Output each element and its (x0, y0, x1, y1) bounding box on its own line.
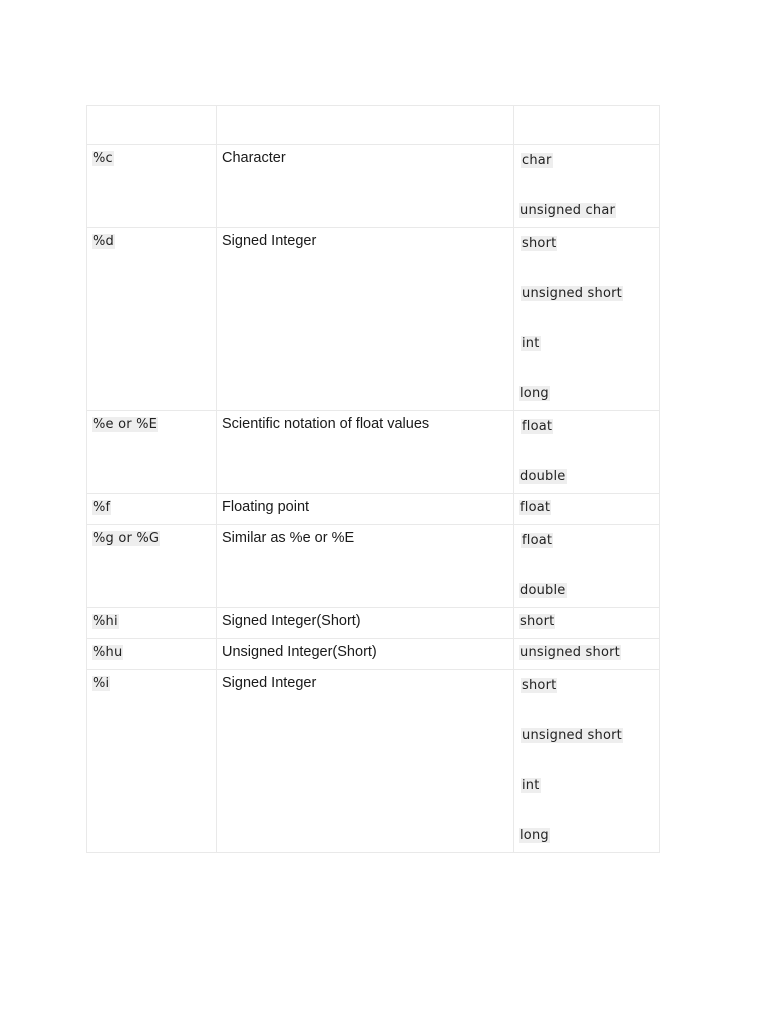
specifier-code: %hu (93, 645, 123, 660)
type-code: short (520, 614, 555, 629)
type-list (519, 674, 655, 848)
type-list (519, 612, 655, 634)
type-item (519, 498, 655, 520)
description-cell (217, 228, 514, 411)
type-code: long (520, 828, 549, 843)
type-item (519, 384, 655, 406)
description-text: Floating point (222, 499, 310, 515)
type-cell (514, 608, 660, 639)
type-item (519, 151, 655, 201)
specifier-code: %g or %G (93, 531, 160, 546)
description-text: Unsigned Integer(Short) (222, 644, 377, 660)
table-row (87, 608, 660, 639)
type-item (519, 826, 655, 848)
specifier-cell (87, 525, 217, 608)
type-list (519, 498, 655, 520)
header-cell-types (514, 106, 660, 145)
table-header-row (87, 106, 660, 145)
type-code: double (520, 469, 566, 484)
type-cell (514, 494, 660, 525)
type-code: unsigned short (522, 728, 622, 743)
type-code: float (522, 533, 553, 548)
specifier-cell (87, 608, 217, 639)
type-code: long (520, 386, 549, 401)
description-cell (217, 411, 514, 494)
description-text: Signed Integer (222, 233, 317, 249)
type-cell (514, 670, 660, 853)
specifier-code: %f (93, 500, 111, 515)
type-code: unsigned short (522, 286, 622, 301)
type-code: float (522, 419, 553, 434)
description-text: Signed Integer(Short) (222, 613, 361, 629)
type-list (519, 643, 655, 665)
table-row (87, 411, 660, 494)
specifier-code: %i (93, 676, 110, 691)
header-cell-description (217, 106, 514, 145)
table-row (87, 228, 660, 411)
specifier-code: %hi (93, 614, 118, 629)
type-cell (514, 228, 660, 411)
type-code: short (522, 678, 557, 693)
specifier-cell (87, 670, 217, 853)
type-cell (514, 145, 660, 228)
type-item (519, 284, 655, 334)
table-body (87, 106, 660, 853)
specifier-cell (87, 639, 217, 670)
type-cell (514, 639, 660, 670)
specifier-cell (87, 411, 217, 494)
type-cell (514, 411, 660, 494)
type-item (519, 643, 655, 665)
type-item (519, 334, 655, 384)
description-text: Scientific notation of float values (222, 416, 430, 432)
type-item (519, 234, 655, 284)
table-row (87, 525, 660, 608)
type-item (519, 201, 655, 223)
type-item (519, 726, 655, 776)
type-item (519, 467, 655, 489)
description-text: Signed Integer (222, 675, 317, 691)
specifier-code: %d (93, 234, 115, 249)
description-cell (217, 670, 514, 853)
type-item (519, 676, 655, 726)
type-item (519, 531, 655, 581)
description-text: Similar as %e or %E (222, 530, 355, 546)
format-specifier-table (86, 105, 660, 853)
table-row (87, 670, 660, 853)
type-code: char (522, 153, 552, 168)
type-code: unsigned short (520, 645, 620, 660)
header-cell-specifier (87, 106, 217, 145)
description-cell (217, 145, 514, 228)
specifier-code: %c (93, 151, 113, 166)
type-code: int (522, 336, 540, 351)
description-cell (217, 494, 514, 525)
description-cell (217, 525, 514, 608)
type-code: float (520, 500, 551, 515)
type-item (519, 581, 655, 603)
type-code: unsigned char (520, 203, 616, 218)
type-code: double (520, 583, 566, 598)
type-cell (514, 525, 660, 608)
type-item (519, 612, 655, 634)
table-row (87, 639, 660, 670)
description-cell (217, 639, 514, 670)
table-row (87, 145, 660, 228)
type-code: int (522, 778, 540, 793)
description-cell (217, 608, 514, 639)
type-list (519, 529, 655, 603)
type-list (519, 415, 655, 489)
type-item (519, 417, 655, 467)
type-code: short (522, 236, 557, 251)
description-text: Character (222, 150, 286, 166)
table-row (87, 494, 660, 525)
specifier-code: %e or %E (93, 417, 158, 432)
type-item (519, 776, 655, 826)
specifier-cell (87, 145, 217, 228)
specifier-cell (87, 494, 217, 525)
type-list (519, 149, 655, 223)
specifier-cell (87, 228, 217, 411)
format-specifier-table-wrapper (86, 105, 659, 853)
type-list (519, 232, 655, 406)
